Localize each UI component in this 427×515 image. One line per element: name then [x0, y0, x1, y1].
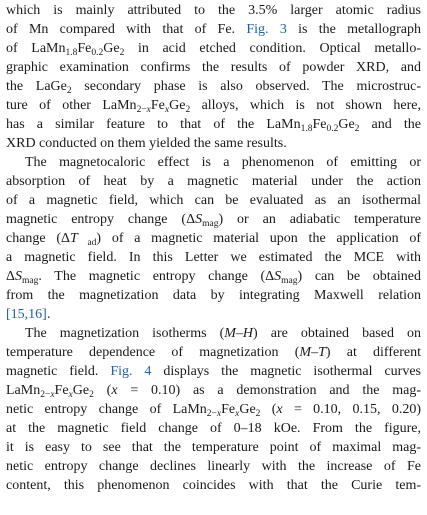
text-line: magnetic entropy change $(\Delta S_{mag})$ or an adiabatic temperature [6, 212, 421, 229]
figure-3-link[interactable]: Fig. 3 [246, 22, 287, 37]
paragraph-first-line: The magnetization isotherms (M–H) are obtained based on [25, 326, 421, 341]
text-line: content, this phenomenon coincides with that the Curie tem- [6, 478, 421, 493]
text-line: at the magnetic field change of 0–18 kOe. From the figure, [6, 421, 421, 436]
text-line: $\Delta S_{mag}$. The magnetic entropy change $(\Delta S_{mag})$ can be obtained [6, 269, 421, 286]
text-line: $LaMn_{2-x}Fe_xGe_2$ (x = 0.10) as a demonstration and the mag- [6, 383, 421, 400]
text-line: of a magnetic field, which can be evaluated as an isothermal [6, 193, 421, 208]
text-line: it is easy to see that the temperature point of maximal mag- [6, 440, 421, 455]
text-line: the LaGe$_2$ secondary phase is also observed. The microstruc- [6, 79, 421, 96]
text-line: netic entropy change of $LaMn_{2-x}Fe_xGe_2$ (x = 0.10, 0.15, 0.20) [6, 402, 421, 419]
text-line: temperature dependence of magnetization (M–T) at different [6, 345, 421, 360]
text-line: which is mainly attributed to the 3.5% larger atomic radius [6, 3, 421, 18]
text-line: from the magnetization data by integrating Maxwell relation [6, 288, 421, 303]
text-line: XRD conducted on them yielded the same results. [6, 136, 287, 151]
text-line: has a similar feature to that of the $LaMn_{1.8}Fe_{0.2}Ge_2$ and the [6, 117, 421, 134]
text-line: of Mn compared with that of Fe. Fig. 3 is the metallograph [6, 22, 421, 37]
text-line: absorption of heat by a magnetic material under the action [6, 174, 421, 189]
text-line: graphic examination confirms the results of powder XRD, and [6, 60, 421, 75]
text-line: a magnetic field. In this Letter we estimated the MCE with [6, 250, 421, 265]
text-line: change (ΔT $_{ad}$) of a magnetic material upon the application of [6, 231, 421, 248]
text-line: netic entropy change declines linearly with the increase of Fe [6, 459, 421, 474]
text-line: magnetic field. Fig. 4 displays the magnetic isothermal curves [6, 364, 421, 379]
figure-4-link[interactable]: Fig. 4 [110, 364, 152, 379]
paragraph-first-line: The magnetocaloric effect is a phenomenon of emitting or [25, 155, 421, 170]
reference-15-16-link[interactable]: [15,16] [6, 307, 47, 322]
text-line: ture of other $LaMn_{2-x}Fe_xGe_2$ alloys, which is not shown here, [6, 98, 422, 115]
text-line: of $LaMn_{1.8}Fe_{0.2}Ge_2$ in acid etched condition. Optical metallo- [6, 41, 421, 58]
text-line: [15,16]. [6, 307, 51, 322]
